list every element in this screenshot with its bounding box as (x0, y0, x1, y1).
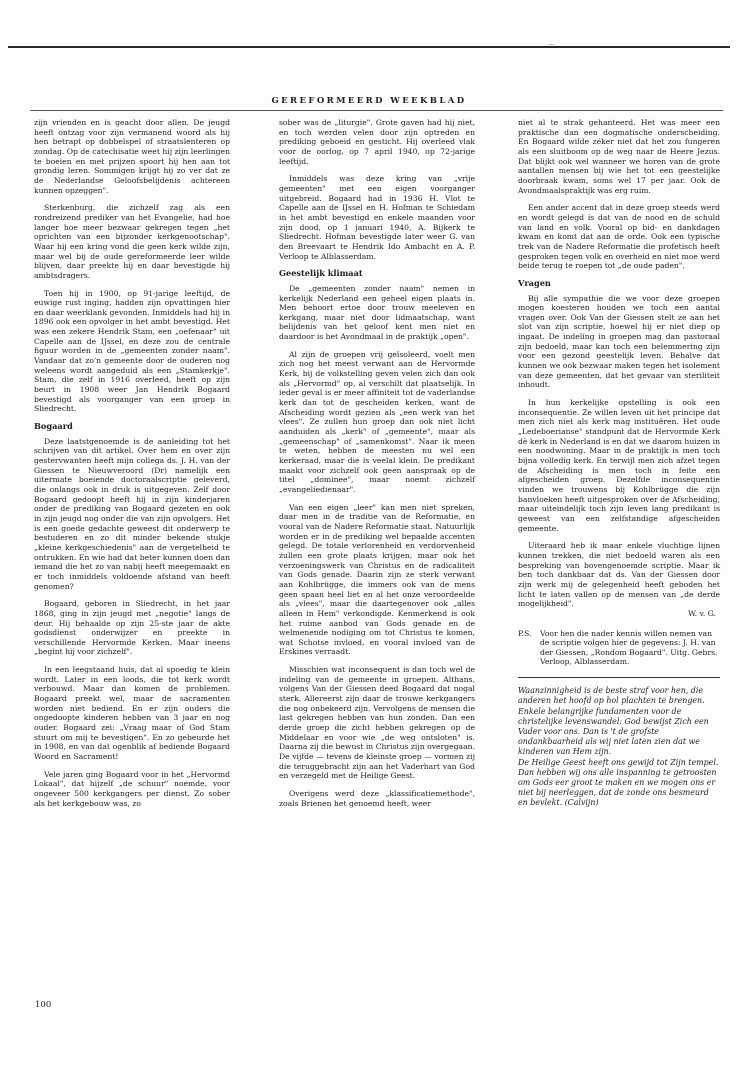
column-3 (518, 118, 720, 809)
top-rule (8, 46, 730, 48)
postscript (518, 629, 720, 668)
paragraph: zijn vrienden en is geacht door allen. De jeugd heeft ontzag voor zijn vermanend woord als hij hen betrapt op dobbelspel of straatslenteren op zondag. Op de catechisatie weet hij zijn leerlingen te boeien en met prijzen spoort hij hen aan tot grondig leren. Sommigen krijgt hij zo ver dat ze de Nederlandse Geloofsbelijdenis achtereen kunnen opzeggen". (34, 118, 230, 195)
paragraph: Van een eigen „leer" kan men niet spreken, daar men in de traditie van de Reformatie, en vooral van de Nadere Reformatie staat. Natuurlijk worden er in de prediking wel bepaalde accenten gelegd. De totale verlorenheid en verdorvenheid zullen een grote plaats krijgen, maar ook het verzoeningswerk van Christus en de radicaliteit van Gods genade. Daarin zijn ze sterk verwant aan Kohlbrügge, die immers ook van de mens geen spaan heel liet en al het onze veroordeelde als „vlees", maar die daartegenover ook „alles alleen in Hem" verkondigde. Kenmerkend is ook het ruime aanbod van Gods genade en de welmenende nodiging om tot Christus te komen, wat Schotse invloed, en vooral invloed van de Erskines verraadt. (279, 502, 475, 657)
paragraph: Een ander accent dat in deze groep steeds werd en wordt gelegd is dat van de nood en de schuld van land en volk. Vooral op bid- en dankdagen kwam en komt dat aan de orde. Ook een typische trek van de Nadere Reformatie die profetisch heeft gesproken tegen volk en overheid en niet moe werd beide terug te roepen tot „de oude paden". (518, 203, 720, 271)
section-heading-bogaard: Bogaard (34, 421, 73, 432)
paragraph: Sterkenburg, die zichzelf zag als een rondreizend prediker van het Evangelie, had hoe langer hoe meer bezwaar gekregen tegen „het oprichten van een bijzonder kerkgenootschap". Waar hij een kring vond die geen kerk wilde zijn, maar wel bij de oude gereformeerde leer wilde blijven, daar preekte hij en daar bevestigde hij ambtsdragers. (34, 203, 230, 280)
postscript-label: P.S. (518, 628, 532, 638)
quote-divider (518, 677, 720, 678)
paragraph: Bogaard, geboren in Sliedrecht, in het jaar 1868, ging in zijn jeugd met „negotie" langs de deur. Hij behaalde op zijn 25-ste jaar de akte godsdienst onderwijzer en preekte in verschillende Hervormde Kerken. Maar ineens „begint hij voor zichzelf". (34, 599, 230, 657)
paragraph: In een leegstaand huis, dat al spoedig te klein wordt. Later in een loods, die tot kerk wordt verbouwd. Maar dan komen de problemen. Bogaard preekt wel, maar de sacramenten worden niet bediend. En er zijn ouders die ongedoopte kinderen hebben van 3 jaar en nog ouder. Bogaard zei: „Vraag maar of God Stam stuurt om mij te bevestigen". En zo gebeurde het in 1908, en van dat ogenblik af bediende Bogaard Woord en Sacrament! (34, 665, 230, 762)
paragraph: De „gemeenten zonder naam" nemen in kerkelijk Nederland een geheel eigen plaats in. Men behoort ertoe door trouw meeleven en kerkgang, maar niet door lidmaatschap, want belijdenis van het geloof kent men niet en daardoor is het Avondmaal in de praktijk „open". (279, 283, 475, 342)
column-2 (279, 118, 475, 816)
scan-mark: ~ (548, 40, 555, 49)
paragraph: Bij alle sympathie die we voor deze groepen mogen koesteren houden we toch een aantal vragen over. Ook Van der Giessen stelt ze aan het slot van zijn scriptie, hoewel hij er niet diep op ingaat. De indeling in groepen mag dan pastoraal zijn bedoeld, maar kan toch een belemmering zijn voor een gezond geestelijk leven. Behalve dat kunnen we ook bezwaar maken tegen het isolement van deze gemeenten, dat het gevaar van steriliteit inhoudt. (518, 293, 720, 390)
running-header: GEREFORMEERD WEEKBLAD (271, 96, 467, 106)
postscript-text: Voor hen die nader kennis willen nemen van de scriptie volgen hier de gegevens: J. H. van der Giessen, „Rondom Bogaard". Uitg. Gebrs. Verloop, Alblasserdam. (540, 628, 718, 667)
page-number: 100 (35, 1000, 52, 1010)
quote-box (518, 686, 720, 808)
section-heading-vragen: Vragen (518, 277, 551, 288)
quote-line: Waanzinnigheid is de beste straf voor hen, die anderen het hoofd op hol plachten te brengen. (518, 686, 705, 706)
column-1 (34, 118, 230, 816)
section-heading-geestelijk-klimaat: Geestelijk klimaat (279, 268, 363, 279)
paragraph: Deze laatstgenoemde is de aanleiding tot het schrijven van dit artikel. Over hem en over zijn gestervwanten heeft mijn collega ds. J. H. van der Giessen te Nieuwveroord (Dr) namelijk een uitermate boeiende doctoraalscriptie geleverd, die onlangs ook in druk is uitgegeven. Zelf door Bogaard gedoopt heeft hij in zijn kinderjaren onder de prediking van Bogaard gezeten en ook in zijn jeugd nog onder die van zijn opvolgers. Het is een goede gedachte geweest dit onderwerp te bestuderen en zo dit minder bekende stukje „kleine kerkgeschiedenis" aan de vergetelheid te ontrukken. En wie had dat beter kunnen doen dan iemand die het zo van nabij heeft meegemaakt en er toch inmiddels voldoende afstand van heeft genomen? (34, 436, 230, 591)
paragraph: sober was de „liturgie". Grote gaven had hij niet, en toch werden velen door zijn optreden en prediking geboeid en gesticht. Hij overleed vlak voor de oorlog, op 7 april 1940, op 72-jarige leeftijd. (279, 118, 475, 166)
paragraph: Vele jaren ging Bogaard voor in het „Hervormd Lokaal", dat hijzelf „de schuur" noemde, voor ongeveer 500 kerkgangers per dienst. Zo sober als het kerkgebouw was, zo (34, 769, 230, 808)
paragraph: Al zijn de groepen vrij geïsoleerd, voelt men zich nog het meest verwant aan de Hervormde Kerk, bij de volkstelling geven velen zich dan ook als „Hervormd" op, al verschilt dat plaatselijk. In ieder geval is er meer affiniteit tot de vaderlandse kerk dan tot de gescheiden kerken, want de Afscheiding wordt gezien als „een werk van het vlees". Ze zullen hun groep dan ook niet licht aanduiden als „kerk" of „gemeente", maar als „gemeenschap" of „samenkomst". Naar ik meen te weten, hebben de meesten nu wel een kerkeraad, maar die is veelal klein. De predikant maakt voor zichzelf ook geen aanspraak op de titel „dominee", maar noemt zichzelf „evangeliedienaar". (279, 349, 475, 494)
paragraph: Misschien wat inconsequent is dan toch wel de indeling van de gemeente in groepen. Althans, volgens Van der Giessen deed Bogaard dat nogal sterk. Allereerst zijn daar de trouwe kerkgangers die nog onbekeerd zijn. Vervolgens de mensen die last gekregen hebben van hun zonden. Dan een derde groep die zicht hebben gekregen op de Middelaar en voor wie „de weg ontsloten" is. Daarna zij die bewust in Christus zijn overgegaan. De vijfde — tevens de kleinste groep — vormen zij die teruggebracht zijn aan het Vaderhart van God en verzegeld met de Heilige Geest. (279, 665, 475, 781)
quote-line: Enkele belangrijke fundamenten voor de christelijke levenswandel: God bewijst Zich een Vader voor ons. Dan is 't de grofste ondankbaarheid als wij niet laten zien dat we kinderen van Hem zijn. (518, 707, 709, 757)
paragraph: Overigens werd deze „klassificatiemethode", zoals Brienen het genoemd heeft, weer (279, 789, 475, 808)
paragraph: In hun kerkelijke opstelling is ook een inconsequentie. Ze willen leven uit het principe dat men zich niet als kerk mag instituëren. Het oude „Ledeboerianse" standpunt dat de Hervormde Kerk dè kerk in Nederland is en dat we daarom huizen in een noodwoning. Maar in de praktijk is men toch bijna volledig kerk. En terwijl men zich afzet tegen de Afscheiding is men toch in feite een afgescheiden groep. Dezelfde inconsequentie vinden we trouwens bij Kohlbrügge die zijn banvloeken heeft uitgesproken over de Afscheiding, maar uiteindelijk toch zijn leven lang predikant is geweest van een zelfstandige afgescheiden gemeente. (518, 398, 720, 533)
paragraph: niet al te strak gehanteerd. Het was meer een praktische dan een dogmatische onderscheiding. En Bogaard wilde zéker niet dat het zou fungeren als een sluitboom op de weg naar de Heere Jezus. Dat blijkt ook wel wanneer we horen van de grote aantallen mensen bij wie het tot een geestelijke doorbraak kwam, soms wel 17 per jaar. Ook de Avondmaalspraktijk was erg ruim. (518, 118, 720, 195)
author-signature: W. v. G. (688, 608, 716, 618)
quote-line: De Heilige Geest heeft ons gewijd tot Zijn tempel. Dan hebben wij ons alle inspanning te getroosten om Gods eer groot te maken en we mogen ons er niet bij neerleggen, dat de zonde ons besmeurd en bevlekt. (Calvijn) (518, 758, 719, 808)
paragraph: Inmiddels was deze kring van „vrije gemeenten" met een eigen voorganger uitgebreid. Bogaard had in 1936 H. Vlot te Capelle aan de IJssel en H. Hofman te Schiedam in het ambt bevestigd en enkele maanden voor zijn dood, op 1 januari 1940, A. Bijkerk te Sliedrecht. Hofman bevestigde later weer G. van den Breevaart te Hendrik Ido Ambacht en A. P. Verloop te Alblasserdam. (279, 174, 475, 261)
paragraph: Toen hij in 1900, op 91-jarige leeftijd, de euwige rust inging, hadden zijn opvattingen hier en daar weerklank gevonden. Inmiddels had hij in 1896 ook een opvolger in het ambt bevestigd. Het was een zekere Hendrik Stam, een „oefenaar" uit Capelle aan de IJssel, en deze zou de centrale figuur worden in de „gemeenten zonder naam". Vandaar dat zo'n gemeente door de ouderen nog weleens wordt aangeduid als een „Stamkerkje". Stam, die zelf in 1916 overleed, heeft op zijn beurt in 1908 weer Jan Hendrik Bogaard bevestigd als voorganger van een groep in Sliedrecht. (34, 288, 230, 414)
header-rule (30, 110, 723, 111)
paragraph: Uiteraard heb ik maar enkele vluchtige lijnen kunnen trekken, die niet bedoeld waren als een bespreking van bovengenoemde scriptie. Maar ik ben toch dankbaar dat ds. Van der Giessen door zijn werk mij de gelegenheid heeft geboden het licht te laten vallen op de mensen van „de derde mogelijkheid". (518, 541, 720, 609)
